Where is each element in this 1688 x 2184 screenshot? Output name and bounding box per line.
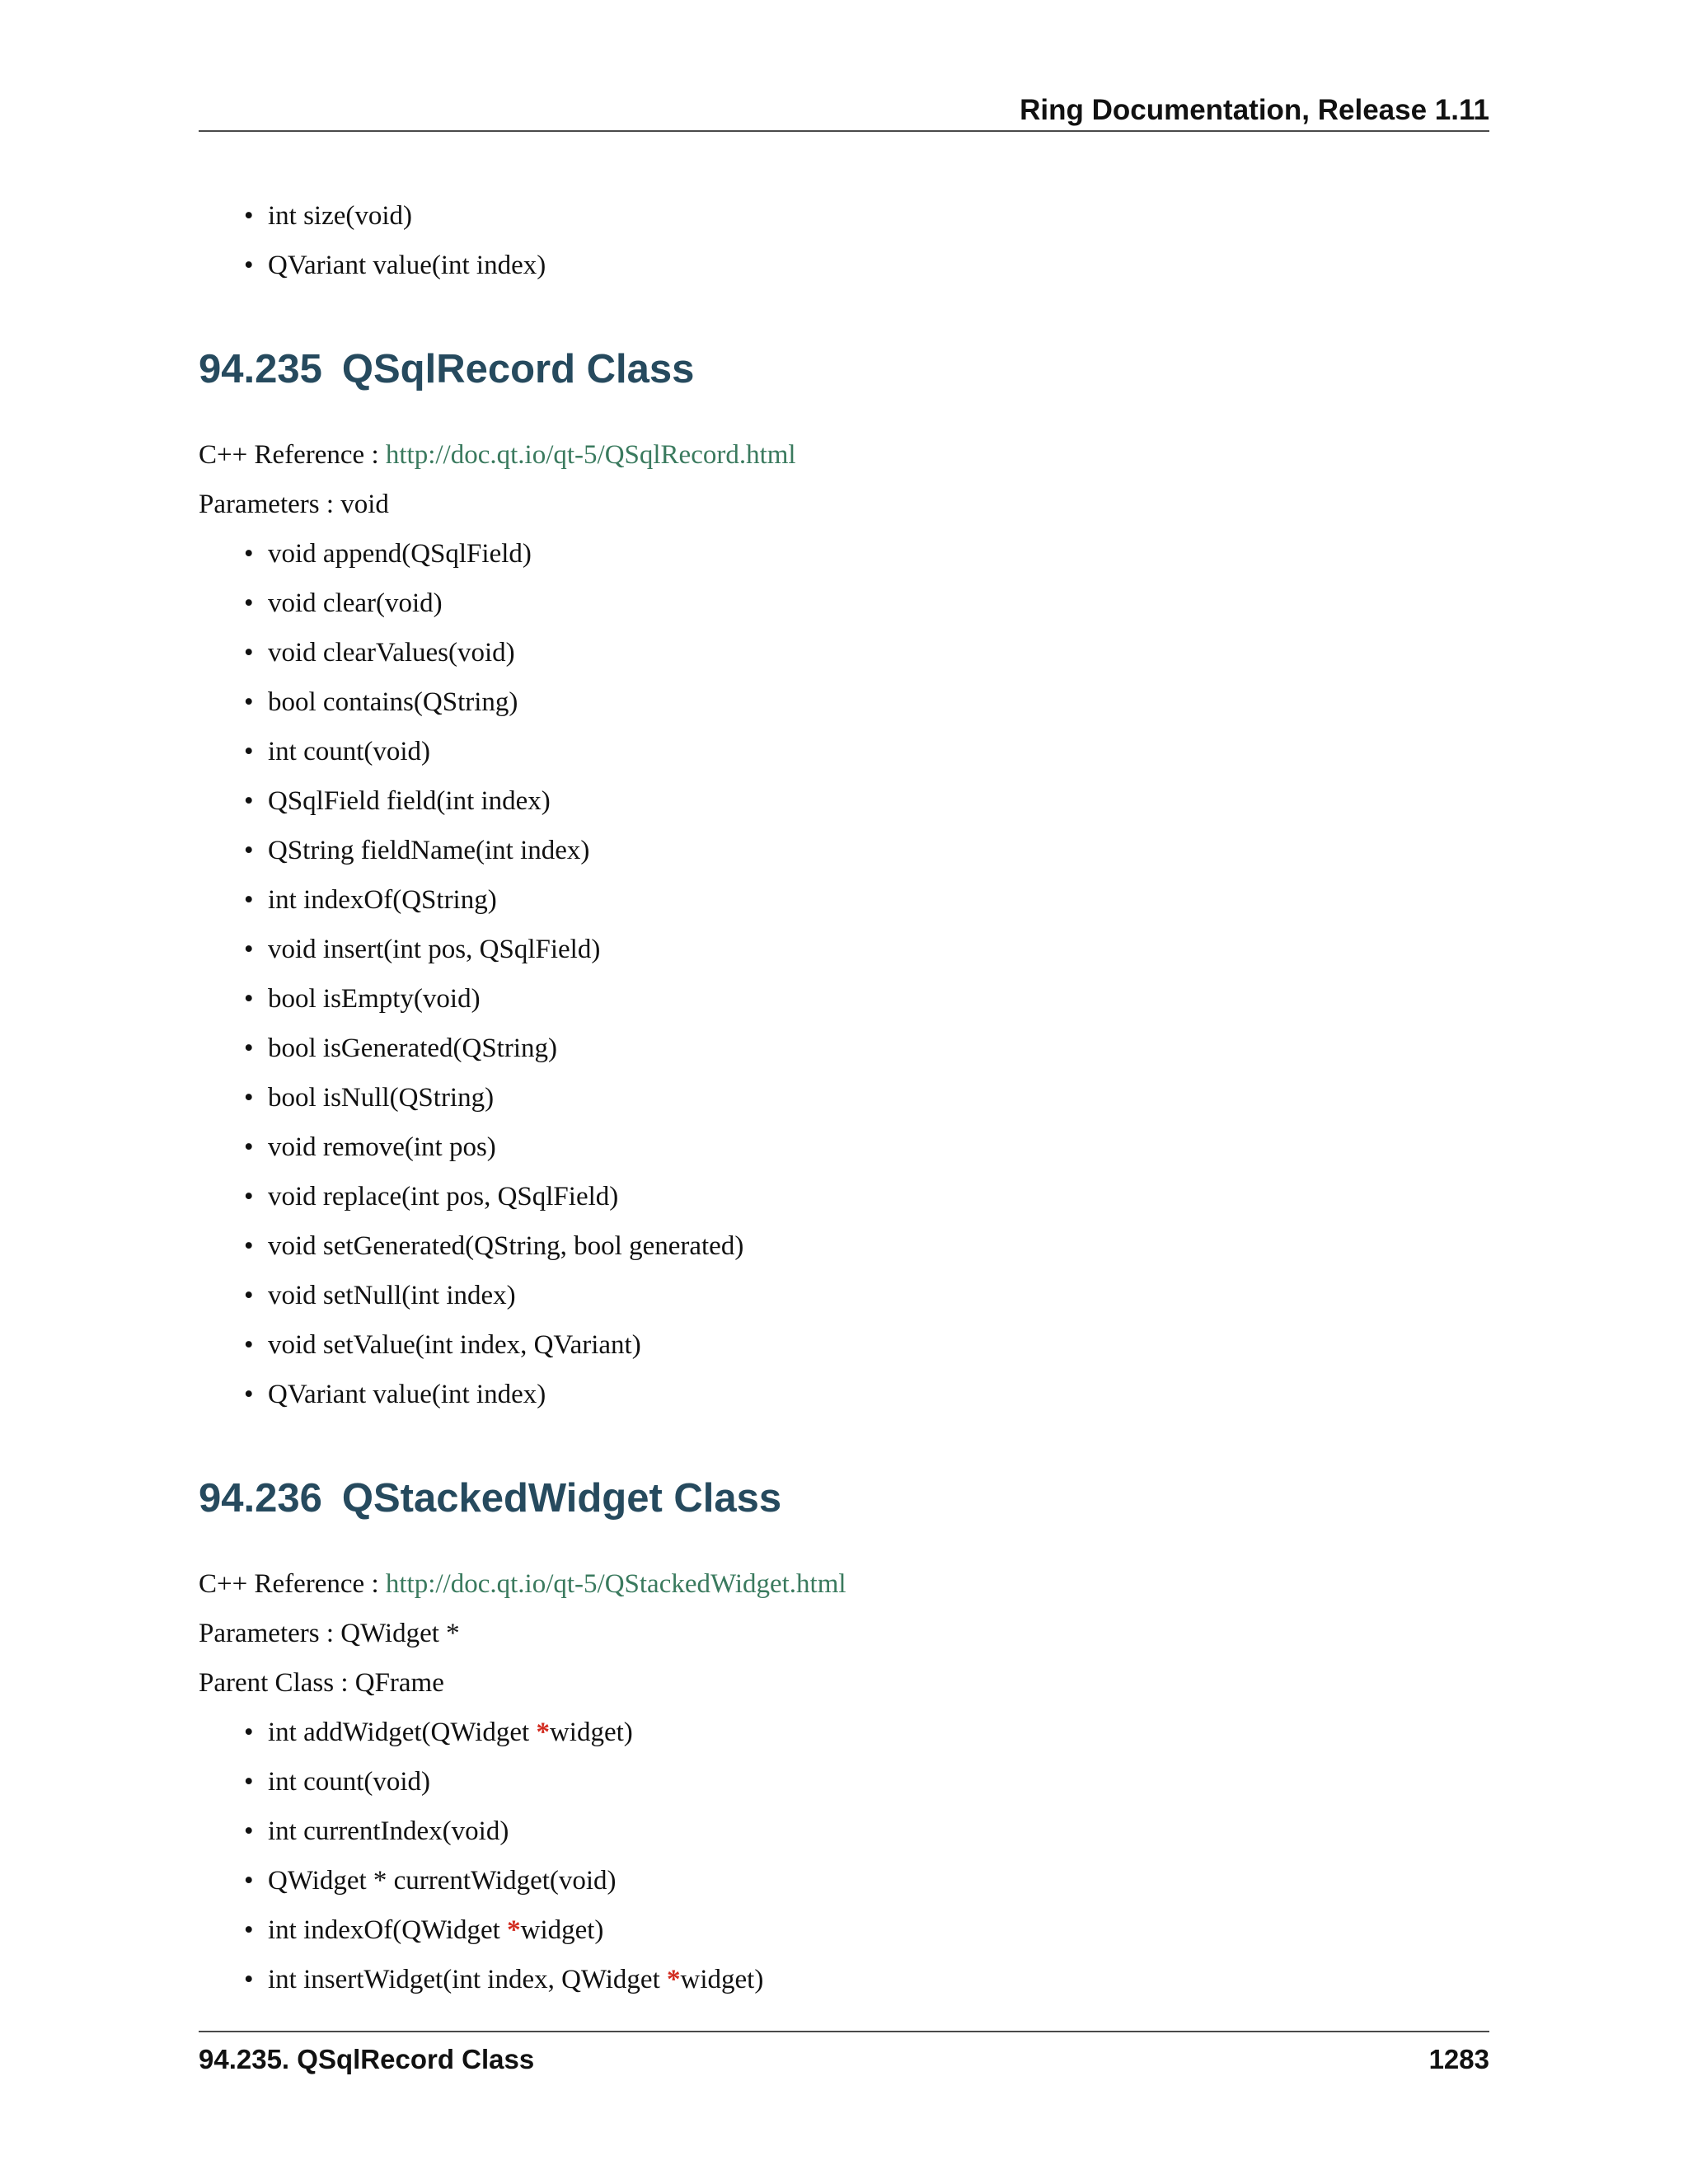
- cpp-reference-line: [199, 1559, 1489, 1609]
- list-item: • QVariant value(int index): [199, 1370, 1489, 1419]
- bullet-icon: •: [244, 1033, 254, 1063]
- list-item: • int count(void): [199, 1757, 1489, 1807]
- list-item: • int size(void): [199, 191, 1489, 241]
- running-footer: [199, 2031, 1489, 2080]
- parent-class-line: Parent Class : QFrame: [199, 1668, 444, 1698]
- pointer-star: *: [536, 1718, 550, 1747]
- list-item: • int currentIndex(void): [199, 1807, 1489, 1856]
- running-header: [199, 91, 1489, 132]
- list-item: • int insertWidget(int index, QWidget *widget): [199, 1955, 1489, 2004]
- section-heading-qstackedwidget: [199, 1470, 1489, 1526]
- section-title: QStackedWidget Class: [341, 1476, 782, 1521]
- list-item: • void insert(int pos, QSqlField): [199, 925, 1489, 974]
- section-number: 94.236: [199, 1476, 322, 1521]
- bullet-icon: •: [244, 687, 254, 717]
- list-item: • int indexOf(QWidget *widget): [199, 1905, 1489, 1955]
- list-item: • void remove(int pos): [199, 1122, 1489, 1172]
- bullet-icon: •: [244, 935, 254, 964]
- bullet-icon: •: [244, 737, 254, 766]
- bullet-icon: •: [244, 638, 254, 668]
- bullet-icon: •: [244, 786, 254, 816]
- bullet-icon: •: [244, 836, 254, 865]
- bullet-icon: •: [244, 1915, 254, 1945]
- section-title: QSqlRecord Class: [341, 347, 695, 391]
- bullet-icon: •: [244, 1231, 254, 1261]
- list-item: • QWidget * currentWidget(void): [199, 1856, 1489, 1905]
- document-page: [199, 0, 1489, 2184]
- parameters-line: Parameters : QWidget *: [199, 1619, 460, 1648]
- bullet-icon: •: [244, 1182, 254, 1212]
- list-item: • void setGenerated(QString, bool generated): [199, 1221, 1489, 1271]
- bullet-icon: •: [244, 251, 254, 280]
- qstackedwidget-method-list: [199, 1708, 1489, 2004]
- bullet-icon: •: [244, 1767, 254, 1797]
- cpp-reference-label: C++ Reference :: [199, 440, 386, 470]
- cpp-reference-link[interactable]: http://doc.qt.io/qt-5/QSqlRecord.html: [385, 440, 796, 470]
- list-item: • bool isGenerated(QString): [199, 1024, 1489, 1073]
- page-number: 1283: [1428, 2044, 1489, 2074]
- top-method-list: [199, 191, 1489, 290]
- list-item: • int indexOf(QString): [199, 875, 1489, 925]
- list-item: • int count(void): [199, 727, 1489, 776]
- bullet-icon: •: [244, 201, 254, 231]
- bullet-icon: •: [244, 1965, 254, 1994]
- footer-section: 94.235. QSqlRecord Class: [199, 2044, 535, 2074]
- list-item: • QSqlField field(int index): [199, 776, 1489, 826]
- list-item: • void replace(int pos, QSqlField): [199, 1172, 1489, 1221]
- bullet-icon: •: [244, 588, 254, 618]
- bullet-icon: •: [244, 1380, 254, 1409]
- cpp-reference-label: C++ Reference :: [199, 1569, 386, 1599]
- bullet-icon: •: [244, 885, 254, 915]
- section-heading-qsqlrecord: [199, 341, 1489, 397]
- list-item: • void clear(void): [199, 579, 1489, 628]
- list-item: • void clearValues(void): [199, 628, 1489, 677]
- list-item: • QString fieldName(int index): [199, 826, 1489, 875]
- cpp-reference-line: [199, 430, 1489, 480]
- page-content: [199, 191, 1489, 2004]
- pointer-star: *: [507, 1915, 521, 1945]
- list-item: • bool isNull(QString): [199, 1073, 1489, 1122]
- list-item: • void setValue(int index, QVariant): [199, 1320, 1489, 1370]
- parameters-line: Parameters : void: [199, 490, 389, 519]
- list-item: • bool contains(QString): [199, 677, 1489, 727]
- list-item: • QVariant value(int index): [199, 241, 1489, 290]
- bullet-icon: •: [244, 1083, 254, 1113]
- pointer-star: *: [667, 1965, 681, 1994]
- bullet-icon: •: [244, 1330, 254, 1360]
- list-item: • bool isEmpty(void): [199, 974, 1489, 1024]
- bullet-icon: •: [244, 1718, 254, 1747]
- bullet-icon: •: [244, 984, 254, 1014]
- section-number: 94.235: [199, 347, 322, 391]
- cpp-reference-link[interactable]: http://doc.qt.io/qt-5/QStackedWidget.html: [385, 1569, 846, 1599]
- bullet-icon: •: [244, 1281, 254, 1310]
- list-item: • int addWidget(QWidget *widget): [199, 1708, 1489, 1757]
- bullet-icon: •: [244, 1866, 254, 1896]
- header-title: Ring Documentation, Release 1.11: [1020, 94, 1489, 126]
- qsqlrecord-method-list: [199, 529, 1489, 1419]
- list-item: • void setNull(int index): [199, 1271, 1489, 1320]
- bullet-icon: •: [244, 539, 254, 569]
- bullet-icon: •: [244, 1816, 254, 1846]
- bullet-icon: •: [244, 1132, 254, 1162]
- list-item: • void append(QSqlField): [199, 529, 1489, 579]
